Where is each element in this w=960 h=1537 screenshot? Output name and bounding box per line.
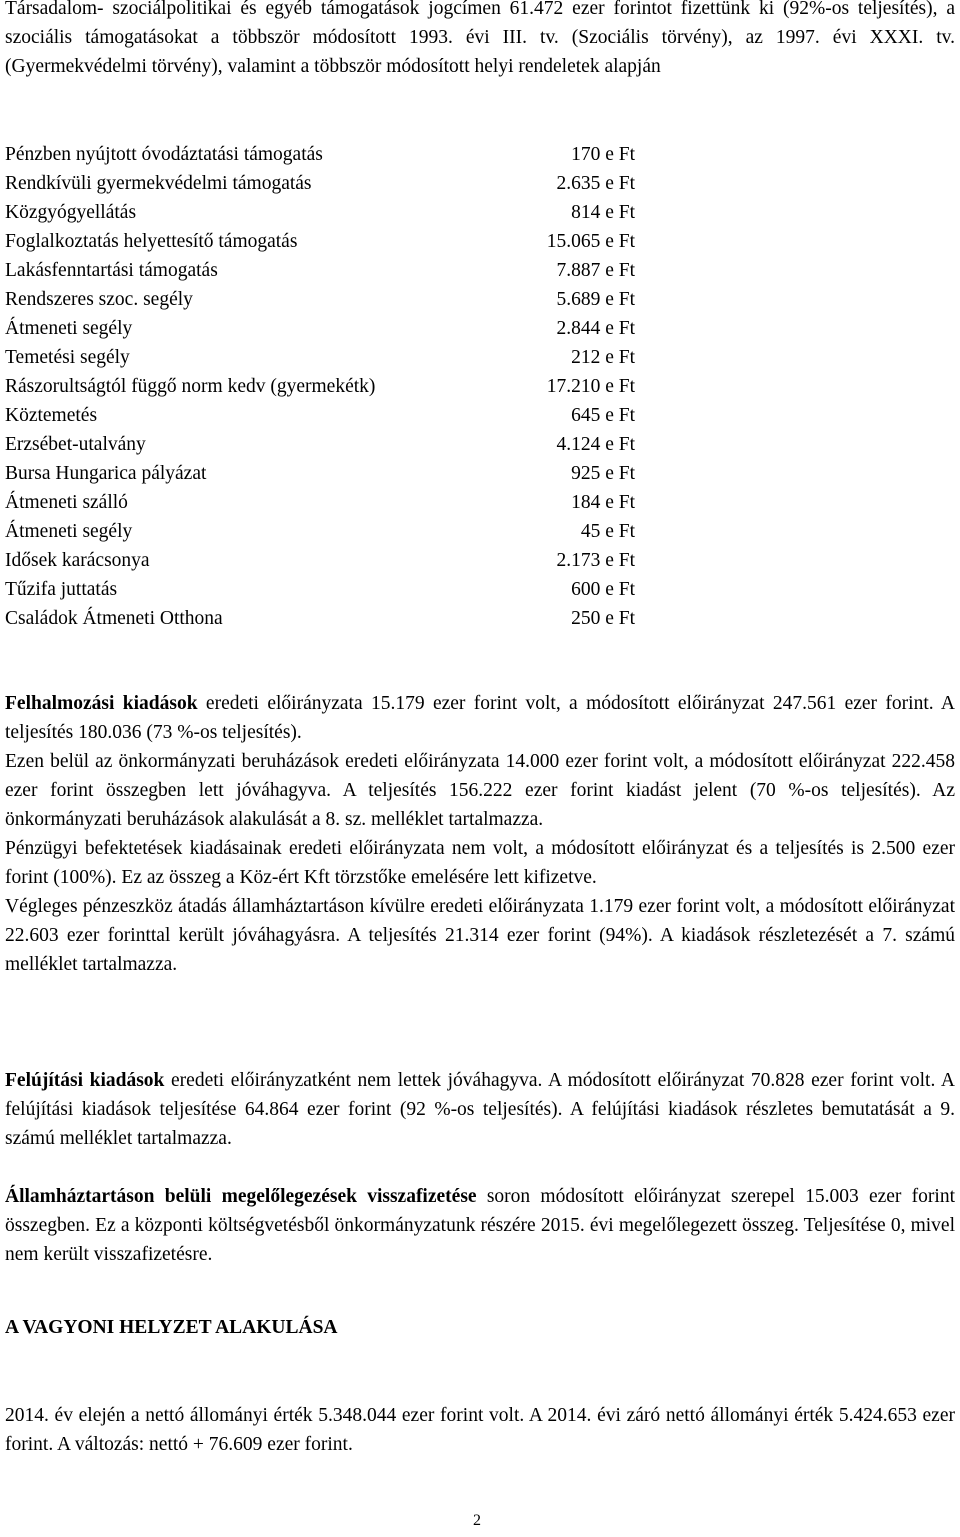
support-item-row: [5, 169, 635, 198]
support-item-row: [5, 575, 635, 604]
support-item-label: Idősek karácsonya: [5, 550, 150, 571]
support-item-row: [5, 140, 635, 169]
support-item-label: Közgyógyellátás: [5, 202, 137, 223]
support-item-label: Átmeneti segély: [5, 318, 133, 339]
support-item-amount: 814 e Ft: [571, 202, 635, 223]
support-item-label: Rendszeres szoc. segély: [5, 289, 193, 310]
allamhaztartas-section: [5, 1182, 955, 1269]
page-number: [0, 1511, 960, 1531]
support-item-amount: 45 e Ft: [580, 521, 635, 542]
felujitasi-paragraph: [5, 1066, 955, 1153]
support-item-amount: 184 e Ft: [571, 492, 635, 513]
support-item-label: Átmeneti segély: [5, 521, 133, 542]
support-item-label: Tűzifa juttatás: [5, 579, 118, 600]
support-item-row: [5, 314, 635, 343]
support-item-amount: 7.887 e Ft: [556, 260, 635, 281]
support-item-row: [5, 517, 635, 546]
support-item-label: Foglalkoztatás helyettesítő támogatás: [5, 231, 298, 252]
support-item-row: [5, 372, 635, 401]
vagyon-paragraph: 2014. év elején a nettó állományi érték 5.348.044 ezer forint volt. A 2014. évi záró nettó állományi érték 5.424.653 ezer forint. A változás: nettó + 76.609 ezer forint.: [5, 1405, 955, 1455]
allamhaztartas-title: Államháztartáson belüli megelőlegezések visszafizetése: [5, 1186, 477, 1207]
felhalmozasi-section: [5, 689, 955, 979]
support-item-label: Bursa Hungarica pályázat: [5, 463, 207, 484]
support-item-amount: 212 e Ft: [571, 347, 635, 368]
support-item-label: Átmeneti szálló: [5, 492, 128, 513]
support-item-amount: 5.689 e Ft: [556, 289, 635, 310]
allamhaztartas-text: soron módosított előirányzat szerepel 15.003 ezer forint összegben. Ez a központi költségvetésből önkormányzatunk részére 2015. évi megelőlegezett összeg. Teljesítése 0, mivel nem került visszafizetésre.: [5, 1186, 955, 1265]
support-item-amount: 2.844 e Ft: [556, 318, 635, 339]
felhalmozasi-text: eredeti előirányzata 15.179 ezer forint volt, a módosított előirányzat 247.561 ezer forint. A teljesítés 180.036 (73 %-os teljesítés).: [5, 693, 955, 743]
support-item-amount: 17.210 e Ft: [546, 376, 635, 397]
support-item-row: [5, 198, 635, 227]
support-item-label: Rendkívüli gyermekvédelmi támogatás: [5, 173, 312, 194]
support-item-row: [5, 401, 635, 430]
beruhazasok-paragraph: Ezen belül az önkormányzati beruházások eredeti előirányzata 14.000 ezer forint volt, a módosított előirányzat 222.458 ezer forint összegben lett jóváhagyva. A teljesítés 156.222 ezer forint kiadást jelent (70 %-os teljesítés). Az önkormányzati beruházások alakulását a 8. sz. melléklet tartalmazza.: [5, 751, 955, 830]
felhalmozasi-paragraph: [5, 689, 955, 747]
penzugyi-befektetesek-paragraph: Pénzügyi befektetések kiadásainak eredeti előirányzata nem volt, a módosított előirányzat és a teljesítés is 2.500 ezer forint (100%). Ez az összeg a Köz-ért Kft törzstőke emelésére lett kifizetve.: [5, 838, 955, 888]
support-item-label: Pénzben nyújtott óvodáztatási támogatás: [5, 144, 323, 165]
support-item-label: Rászorultságtól függő norm kedv (gyermekétk): [5, 376, 376, 397]
support-item-label: Lakásfenntartási támogatás: [5, 260, 218, 281]
support-item-amount: 925 e Ft: [571, 463, 635, 484]
allamhaztartas-paragraph: [5, 1182, 955, 1269]
felhalmozasi-title: Felhalmozási kiadások: [5, 693, 198, 714]
vegleges-penzeszkoz-paragraph: Végleges pénzeszköz átadás államháztartáson kívülre eredeti előirányzata 1.179 ezer forint volt, a módosított előirányzat 22.603 ezer forinttal került jóváhagyásra. A teljesítés 21.314 ezer forint (94%). A kiadások részletezését a 7. számú melléklet tartalmazza.: [5, 896, 955, 975]
support-item-row: [5, 430, 635, 459]
page-number-value: 2: [473, 1512, 481, 1529]
felujitasi-section: [5, 1066, 955, 1153]
support-item-amount: 15.065 e Ft: [546, 231, 635, 252]
support-item-amount: 170 e Ft: [571, 144, 635, 165]
support-item-amount: 645 e Ft: [571, 405, 635, 426]
support-item-amount: 2.173 e Ft: [556, 550, 635, 571]
support-item-label: Temetési segély: [5, 347, 130, 368]
support-item-amount: 600 e Ft: [571, 579, 635, 600]
support-item-row: [5, 343, 635, 372]
support-item-row: [5, 459, 635, 488]
support-item-label: Köztemetés: [5, 405, 98, 426]
support-item-row: [5, 546, 635, 575]
intro-paragraph: Társadalom- szociálpolitikai és egyéb támogatások jogcímen 61.472 ezer forintot fizettünk ki (92%-os teljesítés), a szociális támogatásokat a többször módosított 1993. évi III. tv. (Szociális törvény), az 1997. évi XXXI. tv. (Gyermekvédelmi törvény), valamint a többször módosított helyi rendeletek alapján: [5, 0, 955, 77]
section-heading: A VAGYONI HELYZET ALAKULÁSA: [5, 1317, 338, 1338]
support-item-label: Erzsébet-utalvány: [5, 434, 146, 455]
felujitasi-title: Felújítási kiadások: [5, 1070, 165, 1091]
support-item-row: [5, 285, 635, 314]
felujitasi-text: eredeti előirányzatként nem lettek jóváhagyva. A módosított előirányzat 70.828 ezer forint volt. A felújítási kiadások teljesítése 64.864 ezer forint (92 %-os teljesítés). A felújítási kiadások részletes bemutatását a 9. számú melléklet tartalmazza.: [5, 1070, 955, 1149]
support-item-amount: 250 e Ft: [571, 608, 635, 629]
support-item-label: Családok Átmeneti Otthona: [5, 608, 223, 629]
support-items-list: [5, 140, 635, 633]
support-item-row: [5, 227, 635, 256]
support-item-row: [5, 488, 635, 517]
support-item-row: [5, 604, 635, 633]
support-item-amount: 2.635 e Ft: [556, 173, 635, 194]
support-item-row: [5, 256, 635, 285]
support-item-amount: 4.124 e Ft: [556, 434, 635, 455]
vagyon-section: [5, 1401, 955, 1459]
